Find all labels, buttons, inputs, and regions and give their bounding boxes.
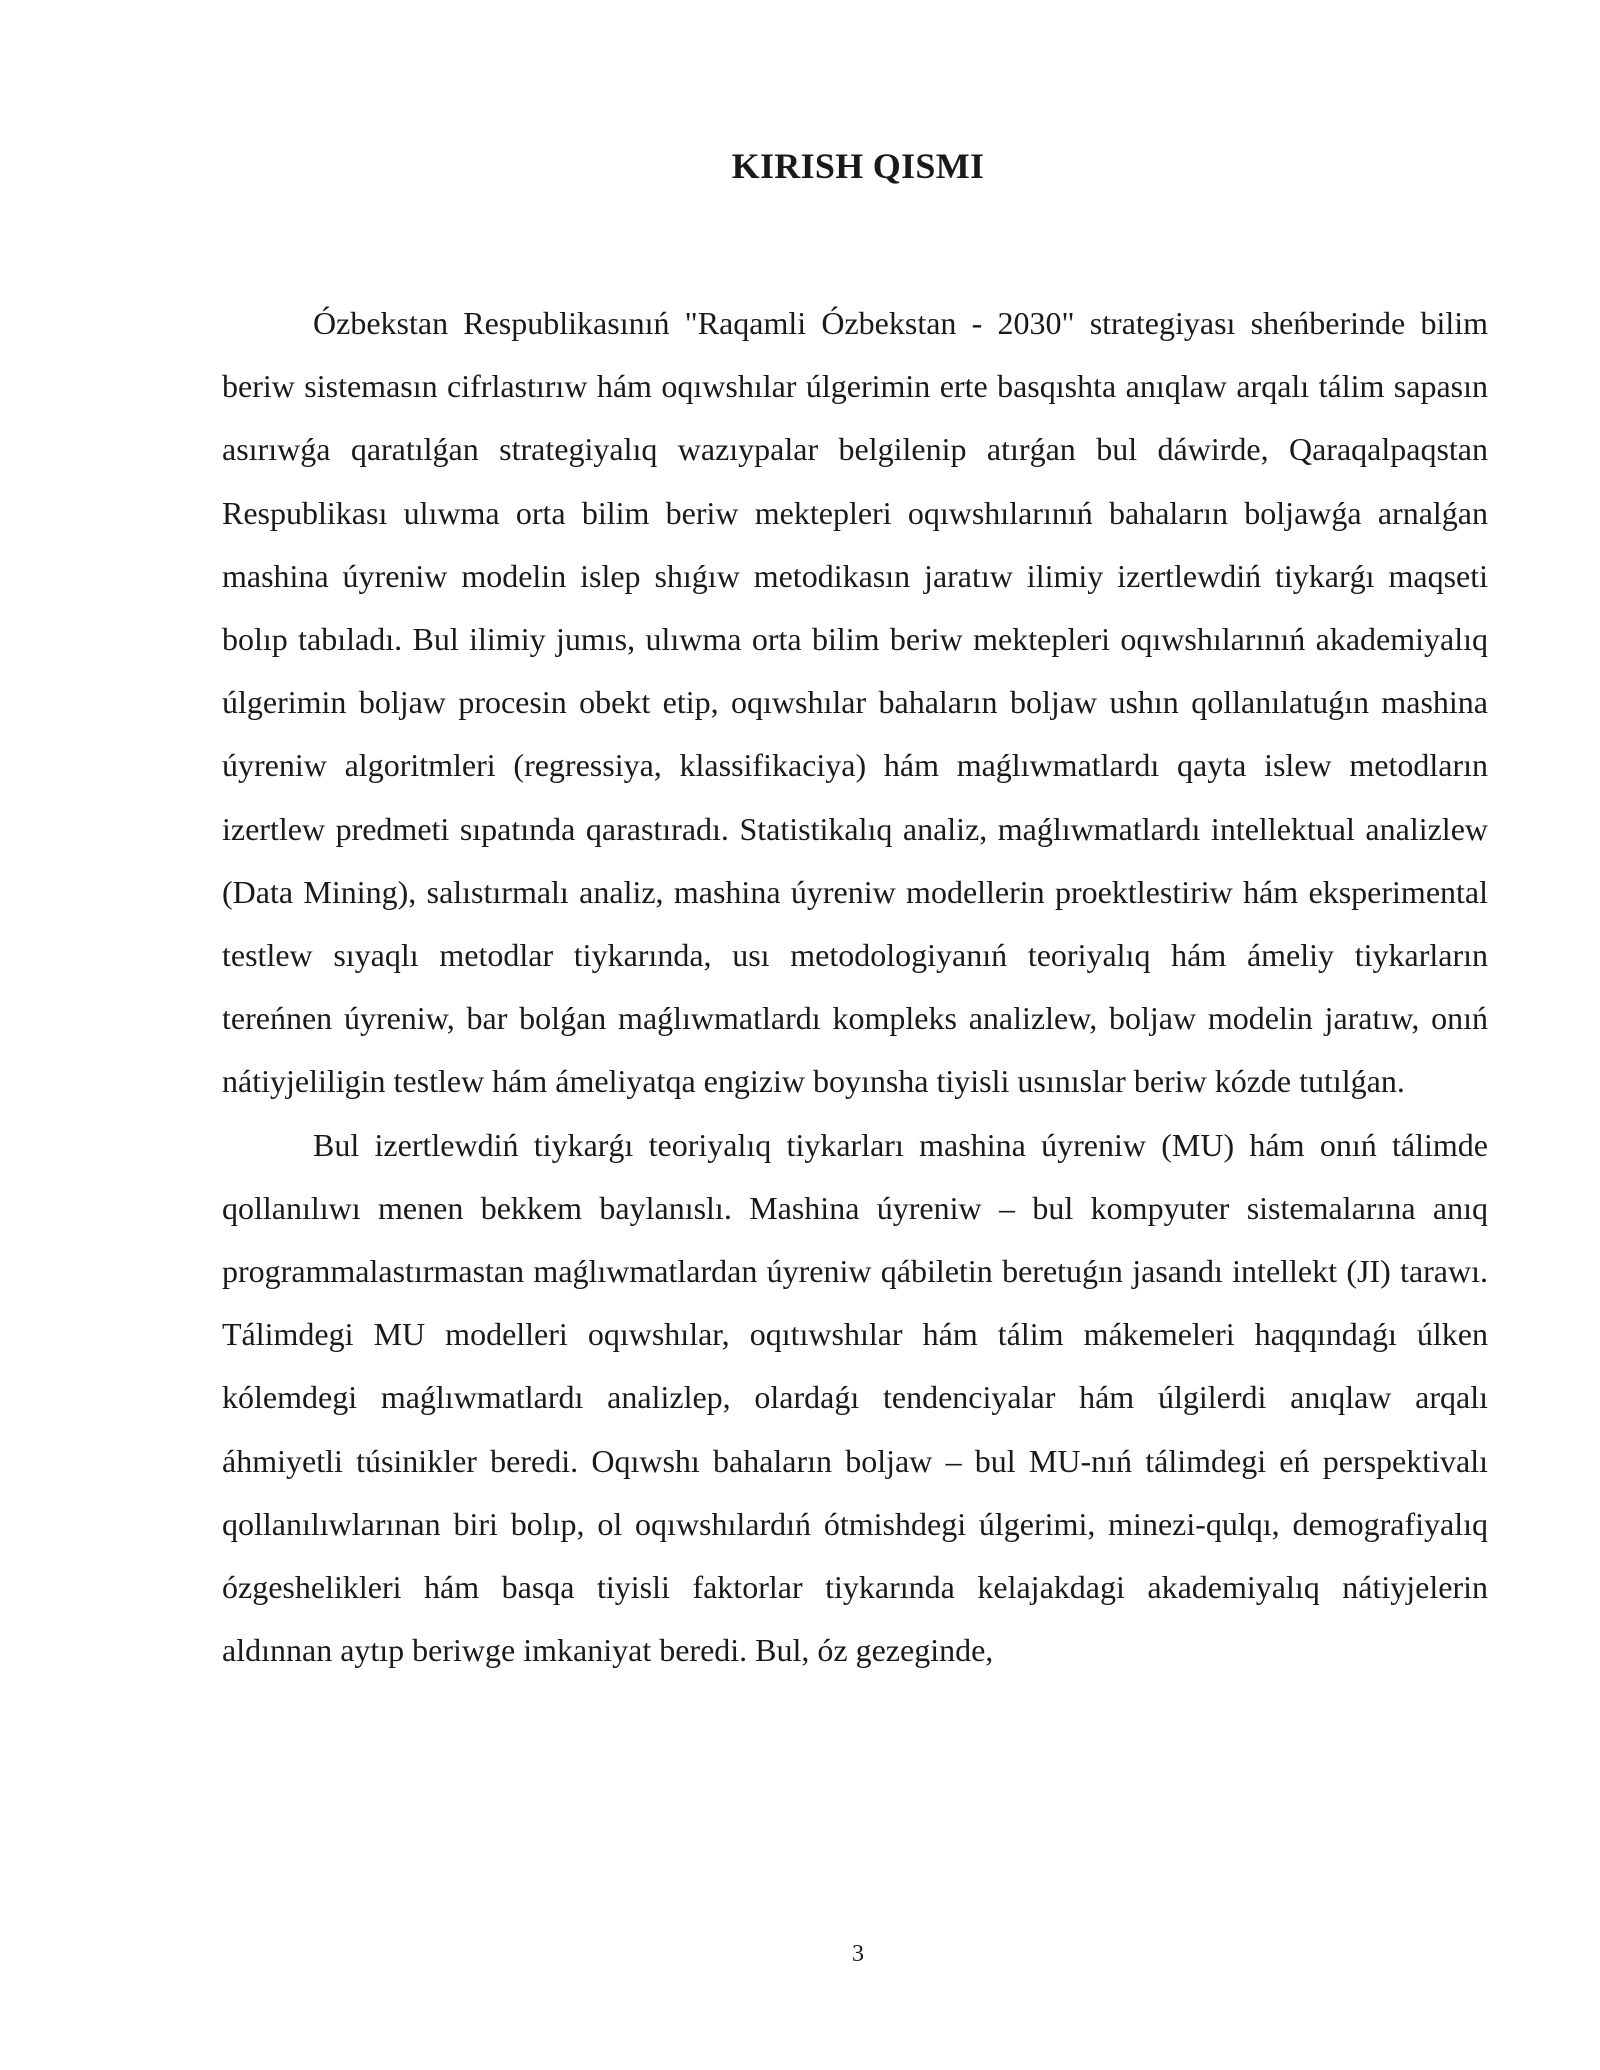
body-text (222, 292, 1488, 1682)
section-heading: KIRISH QISMI (731, 146, 985, 186)
page-number: 3 (852, 1941, 864, 1967)
paragraph-theory: Bul izertlewdiń tiykarǵı teoriyalıq tiykarları mashina úyreniw (MU) hám onıń tálimde qollanılıwı menen bekkem baylanıslı. Mashina úyreniw – bul kompyuter sistemalarına anıq programmalastırmastan maǵlıwmatlardan úyreniw qábiletin beretuǵın jasandı intellekt (JI) tarawı. Tálimdegi MU modelleri oqıwshılar, oqıtıwshılar hám tálim mákemeleri haqqındaǵı úlken kólemdegi maǵlıwmatlardı analizlep, olardaǵı tendenciyalar hám úlgilerdi anıqlaw arqalı áhmiyetli túsinikler beredi. Oqıwshı bahaların boljaw – bul MU-nıń tálimdegi eń perspektivalı qollanılıwlarınan biri bolıp, ol oqıwshılardıń ótmishdegi úlgerimi, minezi-qulqı, demografiyalıq ózgeshelikleri hám basqa tiyisli faktorlar tiykarında kelajakdagi akademiyalıq nátiyjelerin aldınnan aytıp beriwge imkaniyat beredi. Bul, óz gezeginde, (222, 1126, 1488, 1669)
paragraph-intro: Ózbekstan Respublikasınıń "Raqamli Ózbekstan - 2030" strategiyası sheńberinde bilim beriw sistemasın cifrlastırıw hám oqıwshılar úlgerimin erte basqıshta anıqlaw arqalı tálim sapasın asırıwǵa qaratılǵan strategiyalıq wazıypalar belgilenip atırǵan bul dáwirde, Qaraqalpaqstan Respublikası ulıwma orta bilim beriw mektepleri oqıwshılarınıń bahaların boljawǵa arnalǵan mashina úyreniw modelin islep shıǵıw metodikasın jaratıw ilimiy izertlewdiń tiykarǵı maqseti bolıp tabıladı. Bul ilimiy jumıs, ulıwma orta bilim beriw mektepleri oqıwshılarınıń akademiyalıq úlgerimin boljaw procesin obekt etip, oqıwshılar bahaların boljaw ushın qollanılatuǵın mashina úyreniw algoritmleri (regressiya, klassifikaciya) hám maǵlıwmatlardı qayta islew metodların izertlew predmeti sıpatında qarastıradı. Statistikalıq analiz, maǵlıwmatlardı intellektual analizlew (Data Mining), salıstırmalı analiz, mashina úyreniw modellerin proektlestiriw hám eksperimental testlew sıyaqlı metodlar tiykarında, usı metodologiyanıń teoriyalıq hám ámeliy tiykarların tereńnen úyreniw, bar bolǵan maǵlıwmatlardı kompleks analizlew, boljaw modelin jaratıw, onıń nátiyjeliligin testlew hám ámeliyatqa engiziw boyınsha tiyisli usınıslar beriw kózde tutılǵan. (222, 305, 1488, 1100)
